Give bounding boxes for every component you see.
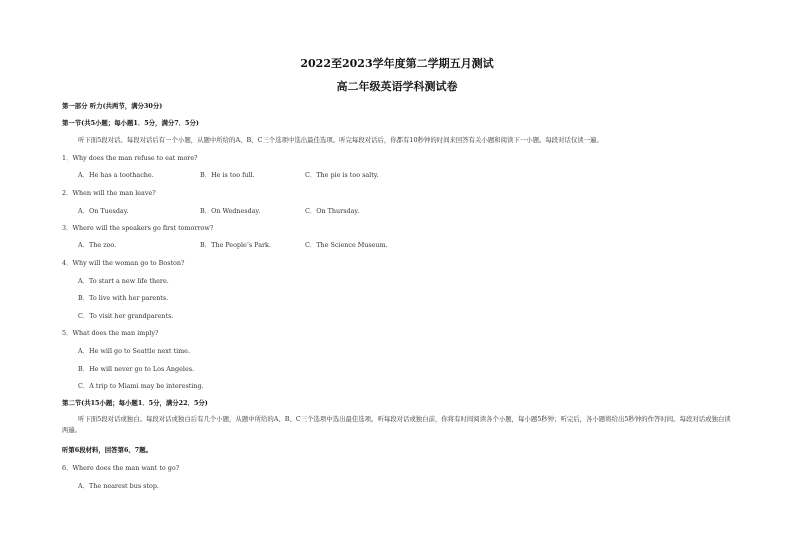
section2-instructions: 听下面5段对话或独白。每段对话或独白后有几个小题，从题中所给的A、B、C三个选项中选出最佳选项。听每段对话或独白前，你将有时间阅读各个小题，每小题5秒钟；听完后，各小题将给出5秒钟的作答时间。每段对话或独白读两遍。: [62, 415, 731, 434]
option-a: A．The nearest bus stop.: [78, 482, 159, 490]
question-stem: 1．Why does the man refuse to eat more?: [62, 154, 198, 162]
part1-heading: 第一部分 听力(共两节，满分30分): [62, 102, 163, 110]
option-b: B．He will never go to Los Angeles.: [78, 365, 195, 373]
option-a: A．He has a toothache.: [78, 171, 154, 179]
option-a: A．On Tuesday.: [78, 207, 129, 215]
question-stem: 2．When will the man leave?: [62, 189, 156, 197]
option-b: B．On Wednesday.: [200, 207, 261, 215]
option-c: C．On Thursday.: [305, 207, 360, 215]
option-a: A．To start a new life there.: [78, 277, 169, 285]
option-b: B．The People’s Park.: [200, 241, 271, 249]
question-stem: 4．Why will the woman go to Boston?: [62, 259, 185, 267]
exam-title: 2022至2023学年度第二学期五月测试: [300, 57, 494, 70]
option-c: C．The pie is too salty.: [305, 171, 379, 179]
section2-heading: 第二节(共15小题；每小题1．5分，满分22．5分): [62, 399, 208, 407]
option-c: C．To visit her grandparents.: [78, 312, 174, 320]
option-c: C．The Science Museum.: [305, 241, 388, 249]
question-stem: 5．What does the man imply?: [62, 329, 159, 337]
option-b: B．He is too full.: [200, 171, 255, 179]
option-a: A．The zoo.: [78, 241, 117, 249]
material-label: 听第6段材料，回答第6、7题。: [62, 446, 153, 454]
question-stem: 6．Where does the man want to go?: [62, 464, 180, 472]
option-b: B．To live with her parents.: [78, 294, 169, 302]
section1-heading: 第一节(共5小题；每小题1．5分，满分7．5分): [62, 119, 199, 127]
question-stem: 3．Where will the speakers go first tomorrow?: [62, 224, 214, 232]
option-a: A．He will go to Seattle next time.: [78, 347, 190, 355]
option-c: C．A trip to Miami may be interesting.: [78, 382, 204, 390]
section1-instructions: 听下面5段对话。每段对话后有一个小题，从题中所给的A、B、C三个选项中选出最佳选项。听完每段对话后，你都有10秒钟的时间来回答有关小题和阅读下一小题。每段对话仅读一遍。: [78, 136, 603, 144]
exam-subtitle: 高二年级英语学科测试卷: [336, 80, 458, 93]
